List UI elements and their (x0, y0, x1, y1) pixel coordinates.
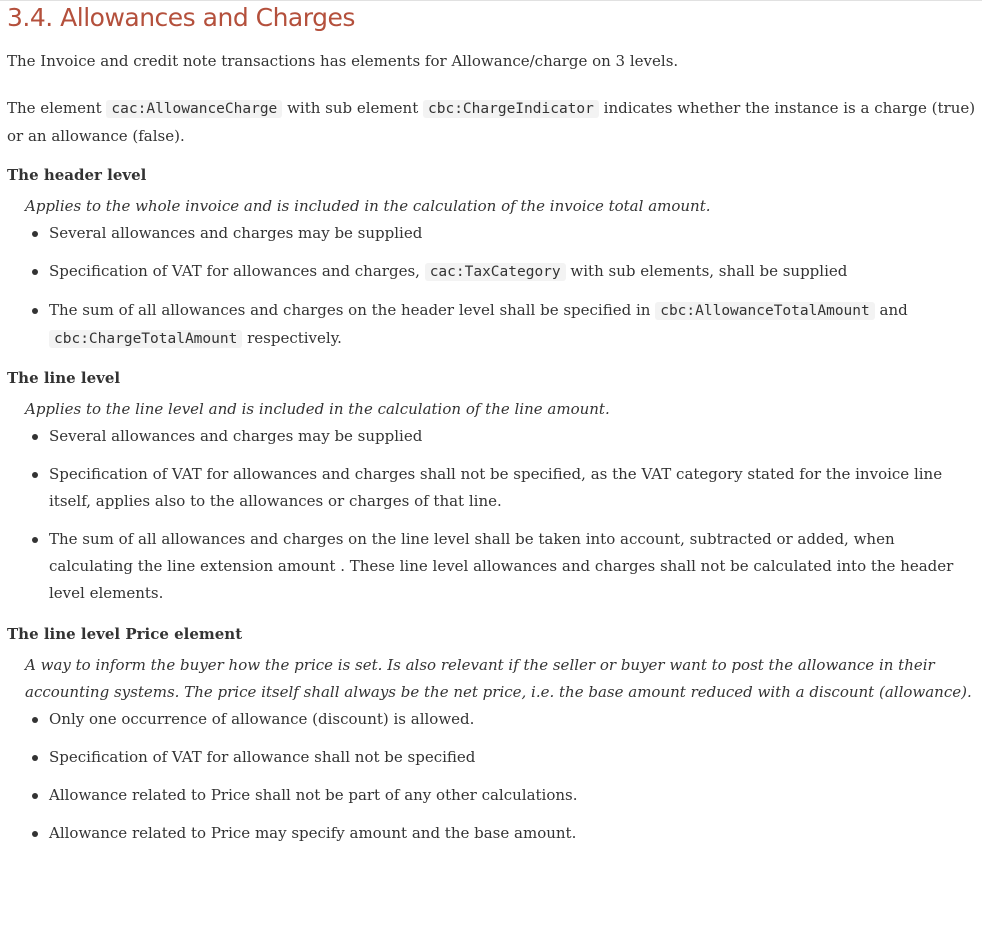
list-item (49, 820, 982, 847)
list-item (49, 706, 982, 733)
line-level-title: The line level (7, 369, 121, 387)
code-allowance-total-amount: cbc:AllowanceTotalAmount (655, 302, 875, 320)
list-item (49, 782, 982, 809)
bullet-dot-icon (32, 472, 38, 478)
line-item-3-text: The sum of all allowances and charges on the line level shall be taken into account, subtracted or added, when calculating the line extension amount . These line level allowances and charges shall not be calculated into the header level elements. (49, 530, 954, 602)
header-item-3-after: respectively. (242, 329, 342, 347)
header-item-3-before: The sum of all allowances and charges on the header level shall be specified in (49, 301, 656, 319)
header-item-1-text: Several allowances and charges may be supplied (49, 224, 423, 242)
code-charge-indicator: cbc:ChargeIndicator (423, 100, 599, 118)
price-item-3-text: Allowance related to Price shall not be part of any other calculations. (49, 786, 578, 804)
list-item (49, 297, 982, 353)
code-tax-category: cac:TaxCategory (425, 263, 566, 281)
header-level-description: Applies to the whole invoice and is included in the calculation of the invoice total amount. (25, 197, 711, 215)
price-level-description: A way to inform the buyer how the price is set. Is also relevant if the seller or buyer want to post the allowance in their accounting systems. The price itself shall always be the net price, i.e. the base amount reduced with a discount (allowance). (25, 656, 972, 701)
code-allowance-charge: cac:AllowanceCharge (106, 100, 282, 118)
list-item (49, 744, 982, 771)
price-level-list (7, 706, 982, 847)
intro-text-before: The element (7, 99, 107, 117)
bullet-dot-icon (32, 269, 38, 275)
line-item-2-text: Specification of VAT for allowances and charges shall not be specified, as the VAT category stated for the invoice line itself, applies also to the allowances or charges of that line. (49, 465, 943, 510)
header-level-title: The header level (7, 166, 147, 184)
bullet-dot-icon (32, 793, 38, 799)
line-item-1-text: Several allowances and charges may be supplied (49, 427, 423, 445)
bullet-dot-icon (32, 537, 38, 543)
bullet-dot-icon (32, 717, 38, 723)
header-level-list (7, 220, 982, 353)
line-level-description: Applies to the line level and is included in the calculation of the line amount. (25, 400, 610, 418)
section-title: 3.4. Allowances and Charges (7, 3, 355, 32)
price-item-4-text: Allowance related to Price may specify amount and the base amount. (49, 824, 577, 842)
top-divider (0, 0, 982, 1)
bullet-dot-icon (32, 231, 38, 237)
price-item-1-text: Only one occurrence of allowance (discount) is allowed. (49, 710, 475, 728)
header-item-3-mid: and (874, 301, 908, 319)
bullet-dot-icon (32, 308, 38, 314)
header-item-2-before: Specification of VAT for allowances and charges, (49, 262, 425, 280)
price-level-title: The line level Price element (7, 625, 243, 643)
line-level-list (7, 423, 982, 607)
list-item (49, 423, 982, 450)
intro-text-after: indicates whether the instance is a charge (true) or an allowance (false). (7, 99, 976, 145)
code-charge-total-amount: cbc:ChargeTotalAmount (49, 330, 242, 348)
intro-paragraph-2 (7, 95, 982, 150)
bullet-dot-icon (32, 434, 38, 440)
list-item (49, 258, 982, 286)
bullet-dot-icon (32, 755, 38, 761)
price-item-2-text: Specification of VAT for allowance shall not be specified (49, 748, 476, 766)
intro-text-mid: with sub element (282, 99, 423, 117)
header-item-2-after: with sub elements, shall be supplied (565, 262, 848, 280)
bullet-dot-icon (32, 831, 38, 837)
list-item (49, 220, 982, 247)
intro-paragraph-1: The Invoice and credit note transactions has elements for Allowance/charge on 3 levels. (7, 52, 679, 70)
list-item (49, 526, 982, 607)
list-item (49, 461, 982, 515)
